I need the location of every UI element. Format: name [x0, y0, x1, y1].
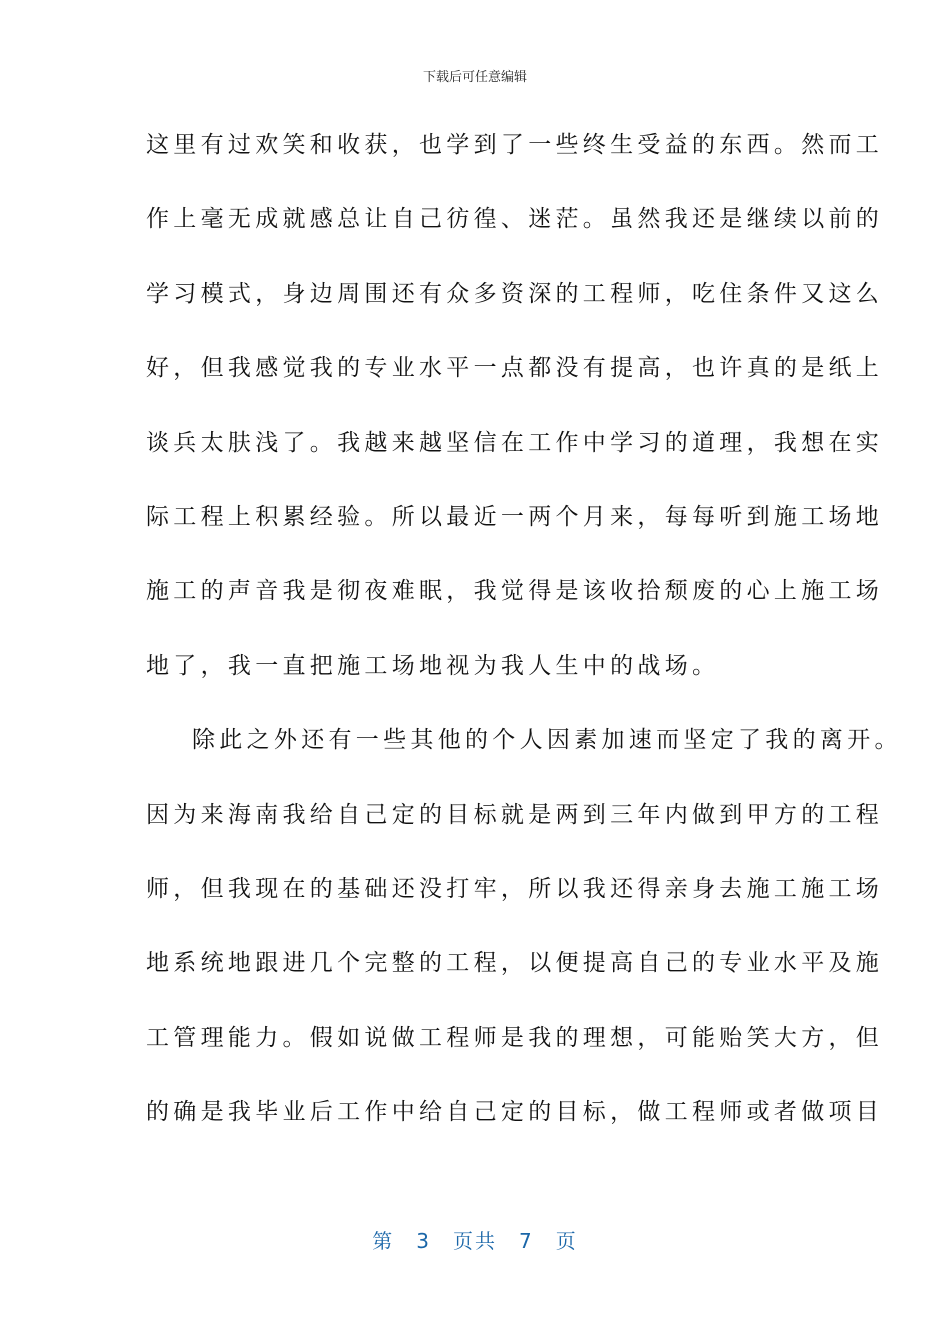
- text-line: 际工程上积累经验。所以最近一两个月来，每每听到施工场地: [146, 503, 884, 530]
- text-line: 施工的声音我是彻夜难眠，我觉得是该收拾颓废的心上施工场: [146, 578, 884, 605]
- document-body: [146, 124, 902, 1165]
- text-line: 好，但我感觉我的专业水平一点都没有提高，也许真的是纸上: [146, 355, 884, 382]
- text-line: 作上毫无成就感总让自己彷徨、迷茫。虽然我还是继续以前的: [146, 206, 884, 233]
- text-line: 地系统地跟进几个完整的工程，以便提高自己的专业水平及施: [146, 950, 884, 977]
- footer-suffix: 页: [555, 1229, 578, 1253]
- text-line: 工管理能力。假如说做工程师是我的理想，可能贻笑大方，但: [146, 1024, 884, 1051]
- text-line: 除此之外还有一些其他的个人因素加速而坚定了我的离开。: [192, 727, 902, 754]
- footer-prefix: 第: [372, 1229, 395, 1253]
- text-line: 谈兵太肤浅了。我越来越坚信在工作中学习的道理，我想在实: [146, 429, 884, 456]
- text-line: 学习模式，身边周围还有众多资深的工程师，吃住条件又这么: [146, 280, 884, 307]
- text-line: 师，但我现在的基础还没打牢，所以我还得亲身去施工施工场: [146, 875, 884, 902]
- text-line: 因为来海南我给自己定的目标就是两到三年内做到甲方的工程: [146, 801, 884, 828]
- footer-total-pages: 7: [519, 1229, 534, 1253]
- text-line: 的确是我毕业后工作中给自己定的目标，做工程师或者做项目: [146, 1099, 884, 1126]
- text-line: 地了，我一直把施工场地视为我人生中的战场。: [146, 652, 720, 679]
- page-footer: [0, 1225, 950, 1254]
- footer-current-page: 3: [416, 1229, 431, 1253]
- text-line: 这里有过欢笑和收获，也学到了一些终生受益的东西。然而工: [146, 132, 884, 158]
- footer-middle: 页共: [453, 1229, 497, 1253]
- page-header: 下载后可任意编辑: [422, 70, 527, 85]
